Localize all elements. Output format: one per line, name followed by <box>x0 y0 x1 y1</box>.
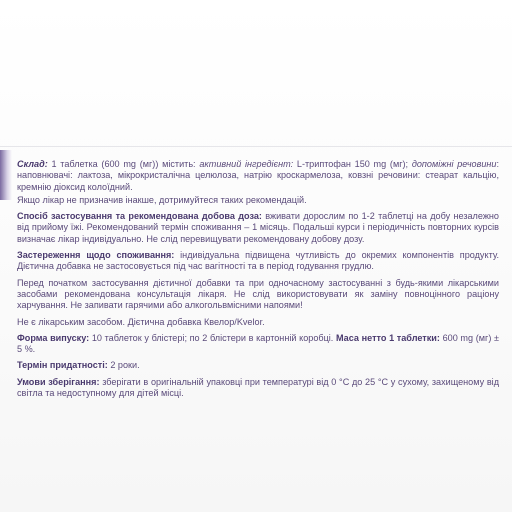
fold-line <box>0 146 512 147</box>
shelf-life-text: 2 роки. <box>107 360 140 371</box>
consult-paragraph: Перед початком застосування дієтичної добавки та при одночасному застосуванні з будь-якими лікарськими засобами рекомендована консультація лікаря. Не слід використовувати як заміну повноцінного раціону харчування. Не запивати гарячими або алкогольвмісними напоями! <box>17 277 499 311</box>
not-medicine-note: Не є лікарським засобом. Дієтична добавка Квелор/Kvelor. <box>17 316 265 327</box>
composition-paragraph <box>17 159 499 193</box>
net-weight-label: Маса нетто 1 таблетки: <box>336 332 440 343</box>
composition-text-2: L-триптофан 150 mg (мг); <box>293 159 412 169</box>
auxiliary-label: допоміжні речовини <box>411 159 497 169</box>
usage-text: вживати дорослим по 1-2 таблетці на добу незалежно від прийому їжі. Рекомендований термін споживання – 1 місяць. Подальші курси і періодичність повторних курсів визначає лікар індивідуально. Не слід перевищувати рекомендовану добову дозу. <box>17 211 499 244</box>
form-text: 10 таблеток у блістері; по 2 блістери в картонній коробці. <box>89 332 336 343</box>
storage-label: Умови зберігання: <box>17 376 100 387</box>
composition-text-1: 1 таблетка (600 mg (мг)) містить: <box>47 159 200 169</box>
shelf-life-label: Термін придатності: <box>17 360 108 371</box>
doctor-note: Якщо лікар не призначив інакше, дотримуйтеся таких рекомендацій. <box>17 194 307 205</box>
warnings-label: Застереження щодо споживання: <box>17 250 175 261</box>
storage-paragraph <box>17 377 499 400</box>
usage-paragraph <box>17 211 499 245</box>
shelf-life-paragraph <box>17 360 499 371</box>
form-paragraph <box>17 333 499 356</box>
usage-label: Спосіб застосування та рекомендована добова доза: <box>17 211 262 222</box>
warnings-text: індивідуальна підвищена чутливість до окремих компонентів продукту. Дієтична добавка не застосовується під час вагітності та в період годування грудлю. <box>17 250 499 272</box>
storage-text: зберігати в оригінальній упаковці при температурі від 0 °С до 25 °С у сухому, захищеному від світла та недоступному для дітей місці. <box>17 376 499 399</box>
form-label: Форма випуску: <box>17 332 90 343</box>
warnings-paragraph <box>17 250 499 273</box>
composition-label: Склад: <box>17 159 48 169</box>
active-ingredient-label: активний інгредієнт: <box>199 159 294 169</box>
composition-text-3: : наповнювачі: лактоза, мікрокристалічна целюлоза, натрію кроскармелоза, ковзні речовини: стеарат кальцію, кремнію діоксид колоїдний. <box>17 159 499 192</box>
package-edge <box>0 150 12 200</box>
net-weight-text: 600 mg (мг) ± 5 %. <box>17 332 500 355</box>
label-text <box>17 159 499 401</box>
